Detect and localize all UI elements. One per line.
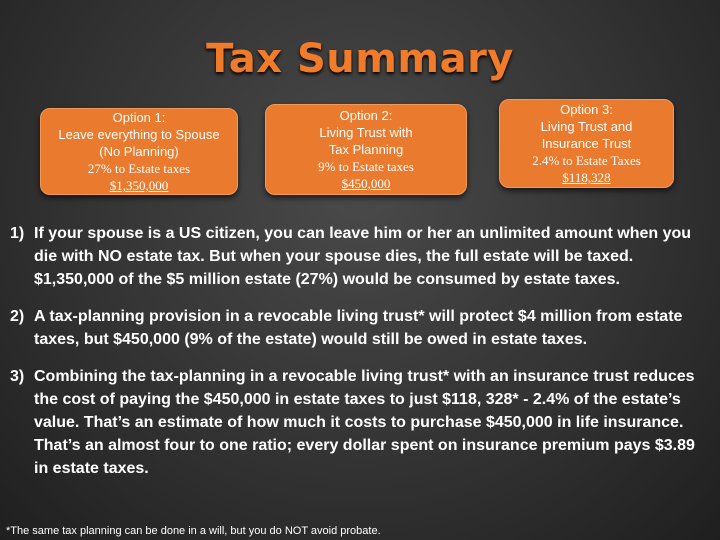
option-3-box xyxy=(499,99,674,188)
option-1-subtitle: (No Planning) xyxy=(99,144,179,159)
option-1-amount: $1,350,000 xyxy=(109,178,169,193)
slide-title: Tax Summary xyxy=(206,36,514,82)
item-text: If your spouse is a US citizen, you can leave him or her an unlimited amount when you die with NO estate tax. But when your spouse dies, the full estate will be taxed. $1,350,000 of the $5 million estate (27%) would be consumed by estate taxes. xyxy=(34,225,692,288)
option-1-percent: 27% to Estate taxes xyxy=(87,161,191,176)
option-3-description: Living Trust and xyxy=(540,119,633,134)
option-3-percent: 2.4% to Estate Taxes xyxy=(532,153,641,168)
item-text: A tax-planning provision in a revocable living trust* will protect $4 million from estate taxes, but $450,000 (9% of the estate) would still be owed in estate taxes. xyxy=(34,308,683,348)
explanation-list xyxy=(10,222,710,494)
option-1-heading: Option 1: xyxy=(112,110,166,125)
option-2-description: Living Trust with xyxy=(319,125,413,140)
footnote: *The same tax planning can be done in a will, but you do NOT avoid probate. xyxy=(6,525,381,537)
option-3-heading: Option 3: xyxy=(560,102,613,117)
option-1-box xyxy=(40,108,238,195)
option-3-amount: $118,328 xyxy=(562,170,611,185)
item-number: 3) xyxy=(10,368,25,385)
explanation-item-1 xyxy=(10,222,710,291)
item-number: 1) xyxy=(10,225,25,242)
option-3-subtitle: Insurance Trust xyxy=(541,136,632,151)
option-2-amount: $450,000 xyxy=(341,176,391,191)
option-2-percent: 9% to Estate taxes xyxy=(318,159,414,174)
option-2-heading: Option 2: xyxy=(339,108,393,123)
explanation-item-3 xyxy=(10,365,710,480)
explanation-item-2 xyxy=(10,305,710,351)
option-2-subtitle: Tax Planning xyxy=(328,142,404,157)
item-text: Combining the tax-planning in a revocable living trust* with an insurance trust reduces the cost of paying the $450,000 in estate taxes to just $118, 328* - 2.4% of the estate’s value. That’s an estimate of how much it costs to purchase $450,000 in life insurance. That’s an almost four to one ratio; every dollar spent on insurance premium pays $3.89 in estate taxes. xyxy=(34,368,695,477)
option-1-description: Leave everything to Spouse xyxy=(58,127,220,142)
item-number: 2) xyxy=(10,308,25,325)
option-2-box xyxy=(265,104,467,195)
